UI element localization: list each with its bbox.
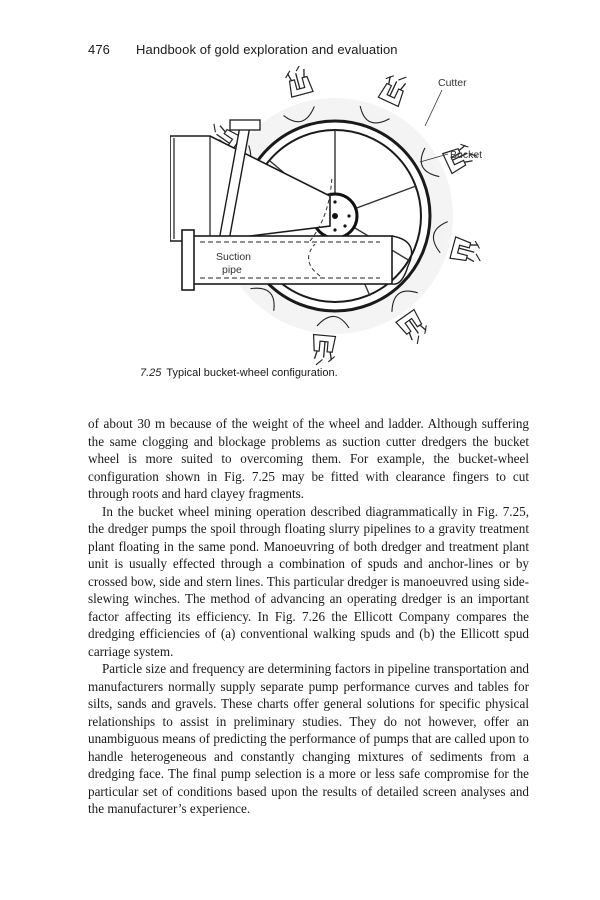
label-cutter: Cutter (438, 77, 467, 89)
figure-caption (140, 367, 338, 379)
book-title: Handbook of gold exploration and evaluation (136, 42, 398, 57)
label-bucket: Bucket (450, 149, 483, 161)
bucket-wheel-diagram (170, 66, 510, 366)
label-suction: Suction (216, 251, 252, 263)
caption-text: Typical bucket-wheel configuration. (166, 367, 338, 379)
running-head (88, 42, 398, 57)
caption-number: 7.25 (140, 367, 162, 379)
paragraph: In the bucket wheel mining operation described diagrammatically in Fig. 7.25, the dredger pumps the spoil through floating slurry pipelines to a gravity treatment plant floating in the same pond. Manoeuvring of both dredger and treatment plant unit is usually effected through a combination of spuds and anchor-lines or by crossed bow, side and stern lines. This particular dredger is manoeuvred using side-slewing winches. The method of advancing an operating dredger is an important factor affecting its efficiency. In Fig. 7.26 the Ellicott Company compares the dredging efficiencies of (a) conventional walking spuds and (b) the Ellicott spud carriage system. (88, 503, 529, 659)
body-text (88, 415, 529, 818)
paragraph: of about 30 m because of the weight of the wheel and ladder. Although suffering the same clogging and blockage problems as suction cutter dredgers the bucket wheel is more suited to overcoming them. For example, the bucket-wheel configuration shown in Fig. 7.25 may be fitted with clearance fingers to cut through roots and hard clayey fragments. (88, 416, 529, 501)
figure-bucket-wheel (170, 66, 510, 366)
label-pipe: pipe (222, 264, 242, 276)
paragraph: Particle size and frequency are determining factors in pipeline transportation and manufacturers normally supply separate pump performance curves and tables for silts, sands and gravels. These charts offer general solutions for specific physical relationships to assist in preliminary studies. They do not however, offer an unambiguous means of predicting the performance of pumps that are called upon to handle heterogeneous and constantly changing mixtures of sediments from a dredging face. The final pump selection is a more or less safe compromise for the particular set of conditions based upon the results of detailed screen analyses and the manufacturer’s experience. (88, 661, 529, 816)
page-number: 476 (88, 42, 110, 57)
